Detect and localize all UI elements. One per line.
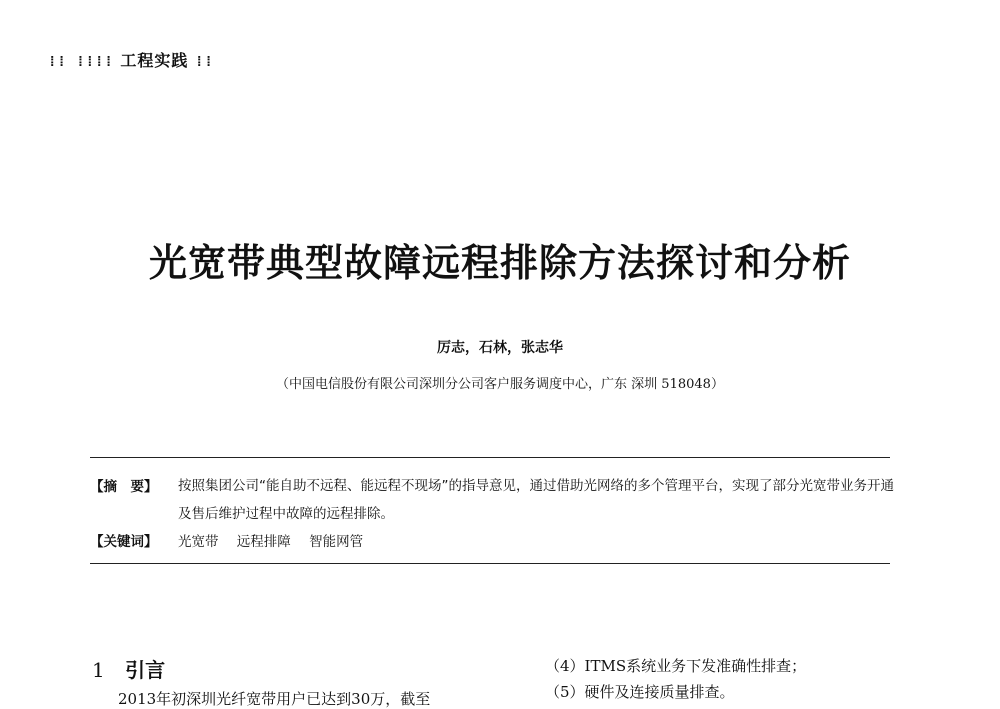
keyword-item: 远程排障 (236, 534, 291, 550)
section-tag-dots-right: ⁞⁞ (195, 54, 214, 70)
paper-title: 光宽带典型故障远程排除方法探讨和分析 (148, 241, 851, 285)
keywords-list (178, 530, 377, 550)
section-tag-label: 工程实践 (120, 51, 189, 70)
section-number: 1 (92, 658, 105, 682)
abstract-text: 按照集团公司“能自助不远程、能远程不现场”的指导意见，通过借助光网络的多个管理平台，实现了部分光宽带业务开通及售后维护过程中故障的远程排除。 (178, 478, 894, 522)
abstract-top-rule (90, 457, 890, 458)
keywords-label: 【关键词】 (90, 534, 158, 550)
right-column-item: （5）硬件及连接质量排查。 (545, 683, 735, 701)
paper-authors: 厉志，石林，张志华 (437, 340, 563, 356)
abstract-bottom-rule (90, 563, 890, 564)
body-text-line: 2013年初深圳光纤宽带用户已达到30万，截至 (118, 690, 431, 708)
keyword-item: 光宽带 (178, 534, 219, 550)
paper-affiliation: （中国电信股份有限公司深圳分公司客户服务调度中心，广东 深圳 518048） (276, 377, 724, 392)
section-tag-dots-left: ⁞⁞ ⁞⁞⁞⁞ (48, 54, 114, 70)
section-tag (48, 48, 214, 71)
abstract-label: 【摘 要】 (90, 479, 158, 495)
section-title: 引言 (125, 658, 166, 682)
section-heading (92, 654, 165, 683)
right-column-item: （4）ITMS系统业务下发准确性排查； (545, 657, 807, 675)
keyword-item: 智能网管 (309, 534, 364, 550)
